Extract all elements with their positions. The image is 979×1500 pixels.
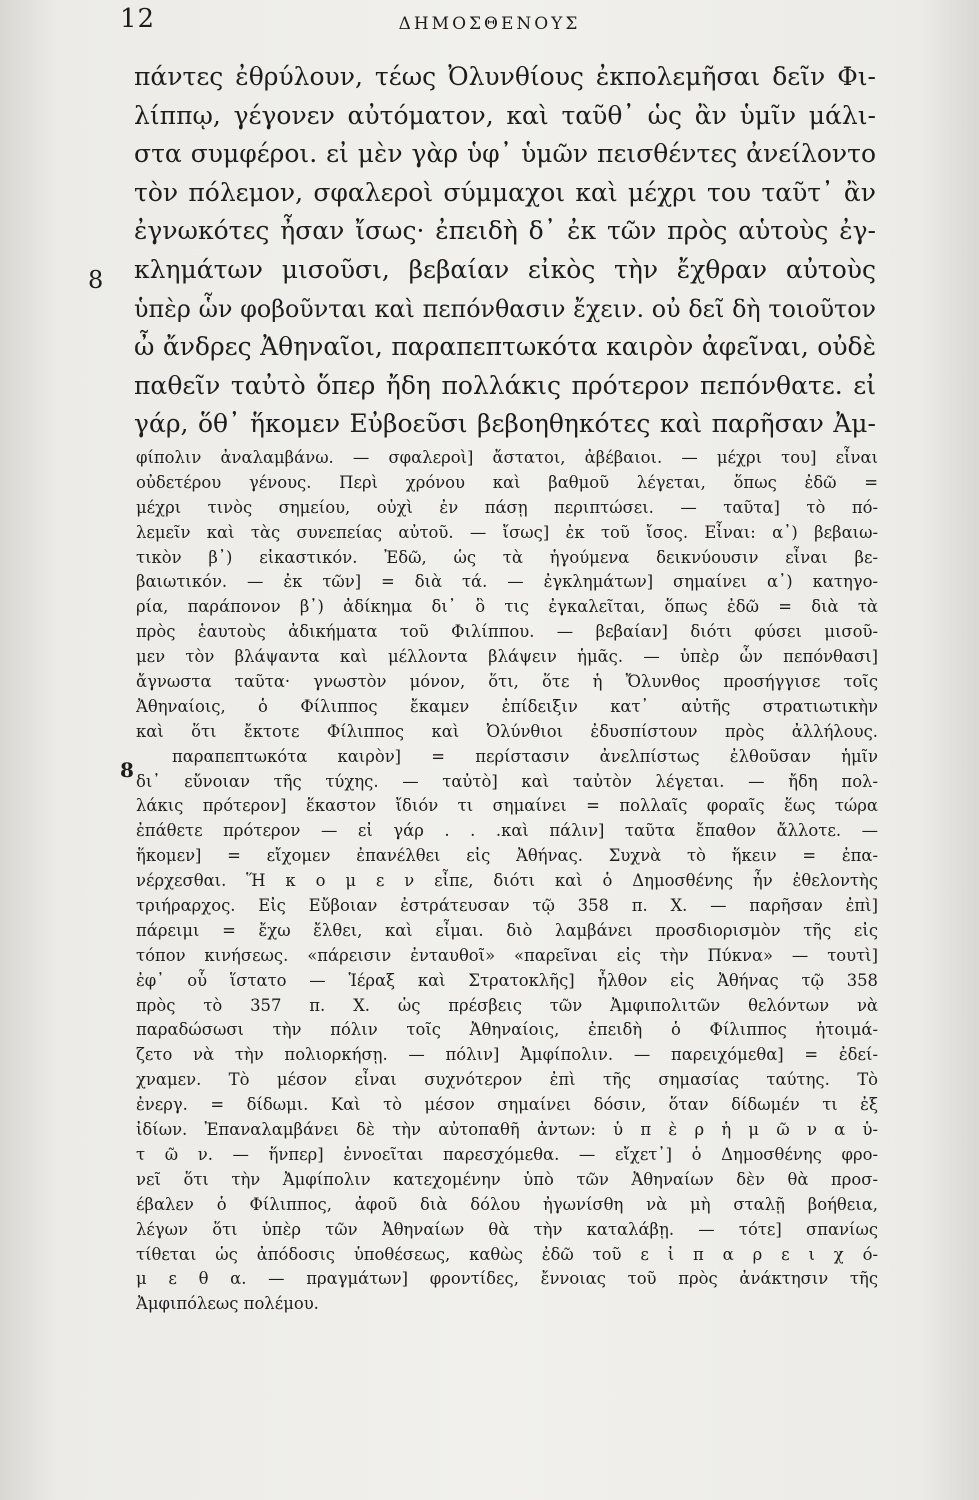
main-text-line: γάρ, ὅθ᾽ ἥκομεν Εὐβοεῦσι βεβοηθηκότες καὶ παρῆσαν Ἀμ- bbox=[134, 409, 876, 439]
note-line: ἐπάθετε πρότερον — εἰ γάρ . . .καὶ πάλιν] ταῦτα ἔπαθον ἄλλοτε. — bbox=[136, 821, 878, 841]
note-line: ἐνεργ. = δίδωμι. Καὶ τὸ μέσον σημαίνει δόσιν, ὅταν δίδωμέν τι ἐξ bbox=[136, 1095, 878, 1115]
note-line: παραπεπτωκότα καιρὸν] = περίστασιν ἀνελπίστως ἐλθοῦσαν ἡμῖν bbox=[172, 746, 878, 766]
note-line: τ ῶ ν. — ἥνπερ] ἐννοεῖται παρεσχόμεθα. — εἴχετ᾽] ὁ Δημοσθένης φρο- bbox=[136, 1144, 878, 1164]
note-line: λέγων ὅτι ὑπὲρ τῶν Ἀθηναίων θὰ τὴν καταλάβῃ. — τότε] σπανίως bbox=[136, 1219, 878, 1239]
main-text-line: πάντες ἐθρύλουν, τέως Ὀλυνθίους ἐκπολεμῆσαι δεῖν Φι- bbox=[134, 62, 876, 91]
note-line: μ ε θ α. — πραγμάτων] φροντίδες, ἔννοιας τοῦ πρὸς ἀνάκτησιν τῆς bbox=[136, 1269, 878, 1289]
note-line: πρὸς ἑαυτοὺς ἀδικήματα τοῦ Φιλίππου. — βεβαίαν] διότι φύσει μισοῦ- bbox=[136, 622, 878, 642]
note-line: μέχρι τινὸς σημείου, οὐχὶ ἐν πάσῃ περιπτώσει. — ταῦτα] τὸ πό- bbox=[136, 497, 878, 517]
note-line: δι᾽ εὔνοιαν τῆς τύχης. — ταὐτὸ] καὶ ταὐτὸν λέγεται. — ἤδη πολ- bbox=[136, 771, 878, 791]
commentary-notes bbox=[136, 446, 878, 1317]
main-text-line: λίππῳ, γέγονεν αὐτόματον, καὶ ταῦθ᾽ ὡς ἂν ὑμῖν μάλι- bbox=[134, 100, 876, 130]
note-line: βαιωτικόν. — ἐκ τῶν] = διὰ τά. — ἐγκλημάτων] σημαίνει α᾽) κατηγο- bbox=[136, 572, 878, 592]
main-section-number: 8 bbox=[88, 266, 104, 294]
page-number: 12 bbox=[120, 4, 156, 34]
note-line: τίθεται ὡς ἀπόδοσις ὑποθέσεως, καθὼς ἐδῶ τοῦ ε ἰ π α ρ ε ι χ ό- bbox=[136, 1244, 878, 1264]
main-text-line: τὸν πόλεμον, σφαλεροὶ σύμμαχοι καὶ μέχρι του ταῦτ᾽ ἂν bbox=[134, 177, 876, 207]
note-line: τριήραρχος. Εἰς Εὔβοιαν ἐστράτευσαν τῷ 358 π. Χ. — παρῆσαν ἐπὶ] bbox=[136, 896, 878, 916]
note-line: ἐφ᾽ οὗ ἵστατο — Ἱέραξ καὶ Στρατοκλῆς] ἦλθον εἰς Ἀθήνας τῷ 358 bbox=[136, 970, 878, 990]
note-line: νέρχεσθαι. Ἥ κ ο μ ε ν εἶπε, διότι καὶ ὁ Δημοσθένης ἦν ἐθελοντὴς bbox=[136, 871, 878, 891]
note-line: πάρειμι = ἔχω ἔλθει, καὶ εἶμαι. διὸ λαμβάνει προσδιορισμὸν τῆς εἰς bbox=[136, 920, 878, 940]
note-line: ζετο νὰ τὴν πολιορκήσῃ. — πόλιν] Ἀμφίπολιν. — παρειχόμεθα] = ἐδεί- bbox=[136, 1045, 878, 1065]
main-text-line: ὦ ἄνδρες Ἀθηναῖοι, παραπεπτωκότα καιρὸν ἀφεῖναι, οὐδὲ bbox=[134, 332, 876, 362]
main-text-line: ἐγνωκότες ἦσαν ἴσως· ἐπειδὴ δ᾽ ἐκ τῶν πρὸς αὑτοὺς ἐγ- bbox=[134, 216, 876, 246]
note-line: νεῖ ὅτι τὴν Ἀμφίπολιν κατεχομένην ὑπὸ τῶν Ἀθηναίων δὲν θὰ προσ- bbox=[136, 1169, 878, 1189]
note-line: λεμεῖν καὶ τὰς συνεπείας αὐτοῦ. — ἴσως] ἐκ τοῦ ἴσος. Εἶναι: α᾽) βεβαιω- bbox=[136, 522, 878, 542]
note-line: πρὸς τὸ 357 π. Χ. ὡς πρέσβεις τῶν Ἀμφιπολιτῶν θελόντων νὰ bbox=[136, 995, 878, 1015]
note-line: λάκις πρότερον] ἕκαστον ἴδιόν τι σημαίνει = πολλαῖς φοραῖς ἕως τώρα bbox=[136, 796, 878, 816]
note-line: τικὸν β᾽) εἰκαστικόν. Ἐδῶ, ὡς τὰ ἡγούμενα δεικνύουσιν εἶναι βε- bbox=[136, 547, 878, 567]
note-line: ἄγνωστα ταῦτα· γνωστὸν μόνον, ὅτι, ὅτε ἡ Ὄλυνθος προσήγγισε τοῖς bbox=[136, 672, 878, 692]
main-text bbox=[134, 58, 876, 444]
note-line: μεν τὸν βλάψαντα καὶ μέλλοντα βλάψειν ἡμᾶς. — ὑπὲρ ὧν πεπόνθασι] bbox=[136, 647, 878, 667]
note-line: Ἀμφιπόλεως πολέμου. bbox=[136, 1294, 319, 1314]
note-line: χναμεν. Τὸ μέσον εἶναι συχνότερον ἐπὶ τῆς σημασίας ταύτης. Τὸ bbox=[136, 1070, 878, 1090]
main-text-line: παθεῖν ταὐτὸ ὅπερ ἤδη πολλάκις πρότερον πεπόνθατε. εἰ bbox=[134, 370, 876, 400]
note-line: φίπολιν ἀναλαμβάνω. — σφαλεροὶ] ἄστατοι, ἀβέβαιοι. — μέχρι του] εἶναι bbox=[136, 448, 878, 467]
running-head: ΔΗΜΟΣΘΕΝΟΥΣ bbox=[398, 14, 581, 34]
main-text-line: κλημάτων μισοῦσι, βεβαίαν εἰκὸς τὴν ἔχθραν αὐτοὺς bbox=[134, 254, 876, 284]
note-line: ἰδίων. Ἐπαναλαμβάνει δὲ τὴν αὐτοπαθῆ ἀντων: ὑ π ὲ ρ ἡ μ ῶ ν α ὑ- bbox=[136, 1120, 878, 1140]
page-header bbox=[0, 4, 979, 44]
note-line: παραδώσωσι τὴν πόλιν τοῖς Ἀθηναίοις, ἐπειδὴ ὁ Φίλιππος ἡτοιμά- bbox=[136, 1020, 878, 1040]
note-line: Ἀθηναίοις, ὁ Φίλιππος ἔκαμεν ἐπίδειξιν κατ᾽ αὐτῆς στρατιωτικὴν bbox=[136, 696, 878, 716]
notes-section-number: 8 bbox=[120, 758, 134, 782]
note-line: ἥκομεν] = εἴχομεν ἐπανέλθει εἰς Ἀθήνας. Συχνὰ τὸ ἥκειν = ἐπα- bbox=[136, 846, 878, 866]
note-line: ρία, παράπονον β᾽) ἀδίκημα δι᾽ ὃ τις ἐγκαλεῖται, ὅπως ἐδῶ = διὰ τὰ bbox=[136, 597, 878, 617]
main-text-line: στα συμφέροι. εἰ μὲν γὰρ ὑφ᾽ ὑμῶν πεισθέντες ἀνείλοντο bbox=[134, 139, 876, 169]
note-line: καὶ ὅτι ἔκτοτε Φίλιππος καὶ Ὀλύνθιοι ἐδυσπίστουν πρὸς ἀλλήλους. bbox=[136, 721, 878, 741]
main-text-line: ὑπὲρ ὧν φοβοῦνται καὶ πεπόνθασιν ἔχειν. οὐ δεῖ δὴ τοιοῦτον bbox=[134, 294, 876, 323]
note-line: έβαλεν ὁ Φίλιππος, ἀφοῦ διὰ δόλου ἠγωνίσθη νὰ μὴ σταλῇ βοήθεια, bbox=[136, 1194, 878, 1214]
note-line: τόπον κινήσεως. «πάρεισιν ἐνταυθοῖ» «παρεῖναι εἰς τὴν Πύκνα» — τουτὶ] bbox=[136, 945, 878, 965]
note-line: οὐδετέρου γένους. Περὶ χρόνου καὶ βαθμοῦ λέγεται, ὅπως ἐδῶ = bbox=[136, 472, 878, 492]
